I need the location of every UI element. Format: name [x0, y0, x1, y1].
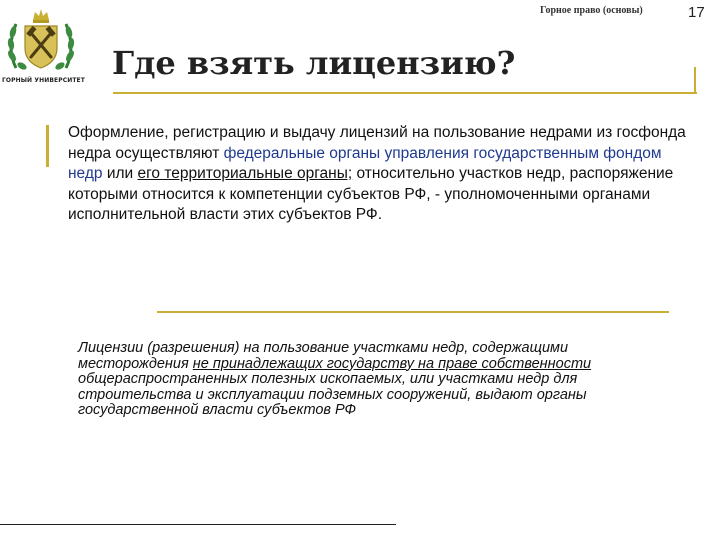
title-rule-corner [694, 67, 696, 94]
note-paragraph-text: Лицензии (разрешения) на пользование участками недр, содержащими месторождения [78, 340, 569, 372]
slide-number: 17 [688, 4, 705, 21]
slide-title: Где взять лицензию? [112, 44, 516, 82]
federal-bodies-highlight: федеральные органы управления государственным фондом недр [68, 144, 662, 182]
paragraph-accent-bar [46, 125, 49, 167]
note-paragraph-text: общераспространенных полезных ископаемых, или участками недр для строительства и эксплуатации подземных сооружений, выдают органы государственной власти субъектов РФ [78, 371, 587, 418]
main-paragraph-text: относительно участков недр, распоряжение которыми относится к компетенции субъектов РФ, - уполномоченными органами исполнительной власти этих субъектов РФ. [68, 165, 674, 223]
course-header: Горное право (основы) [540, 5, 643, 16]
footnote-rule [0, 524, 396, 525]
title-underline [113, 92, 697, 94]
logo-caption: ГОРНЫЙ УНИВЕРСИТЕТ [2, 77, 85, 84]
main-paragraph-text: или [102, 165, 138, 182]
not-state-owned-underlined: не принадлежащих государству на праве собственности [192, 355, 592, 372]
main-paragraph-text: Оформление, регистрацию и выдачу лицензий на пользование недрами из госфонда недра осуществляют [68, 124, 686, 162]
note-paragraph [78, 341, 678, 419]
main-paragraph [68, 123, 688, 226]
territorial-bodies-underlined: его территориальные органы; [137, 165, 353, 182]
section-divider [157, 311, 669, 313]
